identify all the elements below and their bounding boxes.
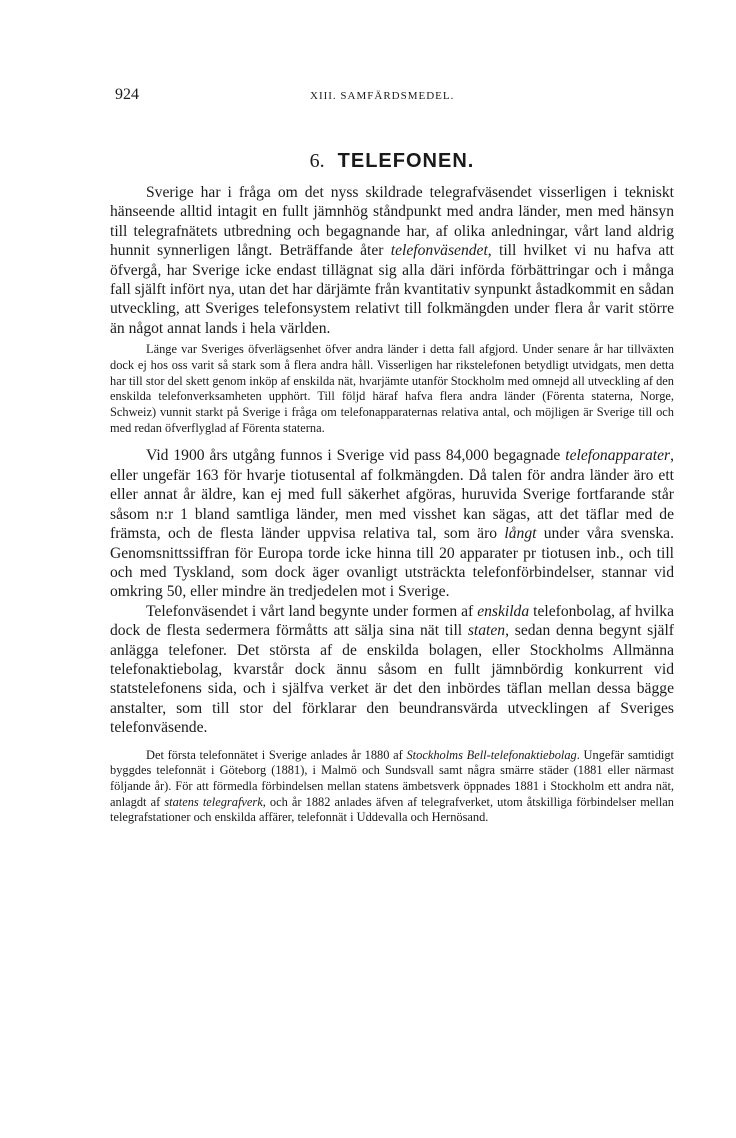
footnote-2-text-a: Det första telefonnätet i Sverige anlades år 1880 af — [146, 747, 407, 762]
paragraph-2-text-a: Vid 1900 års utgång funnos i Sverige vid pass 84,000 begagnade — [146, 447, 566, 465]
book-page — [110, 86, 674, 836]
section-title: TELEFONEN. — [337, 150, 475, 172]
section-heading — [110, 150, 674, 173]
paragraph-2-text-c: under våra svenska. Genomsnittssiffran för Europa torde icke hinna till 20 apparater pr tiotusen inb., och till och med Tyskland, som dock äger ovanligt utsträckta telefonförbindelser, stannar vid omkring 50, eller mindre än tredjedelen mot i Sverige. — [110, 525, 674, 601]
paragraph-3-emphasis-2: staten — [467, 622, 506, 640]
paragraph-3-emphasis-1: enskilda — [477, 602, 530, 620]
paragraph-3-text-c: , sedan denna begynt själf anlägga telefoner. Det största af de enskilda bolagen, eller Stockholms Allmänna telefonaktiebolag, kvarstår dock ännu såsom en fullt jämnbördig konkurrent vid statstelefonens sida, och i själfva verket är det den inbördes täflan mellan dessa bägge anstalter, som till stor del förklarar den beundransvärda utvecklingen af Sveriges telefonväsende. — [110, 622, 674, 737]
paragraph-2-emphasis-2: långt — [504, 525, 537, 543]
footnote-2-text-b: . Ungefär samtidigt byggdes telefonnät i Göteborg (1881), i Malmö och Sundsvall samt några smärre städer (1881 eller närmast följande år). För att förmedla förbindelsen mellan statens ämbetsverk öppnades 1881 i Stockholm ett andra nät, anlagdt af — [110, 747, 674, 809]
section-number: 6. — [309, 150, 325, 172]
footnote-paragraph-2 — [110, 748, 674, 827]
paragraph-2 — [110, 446, 674, 601]
paragraph-3-text-a: Telefonväsendet i vårt land begynte under formen af — [146, 602, 478, 620]
paragraph-3 — [110, 602, 674, 738]
running-title: XIII. SAMFÄRDSMEDEL. — [310, 90, 455, 102]
footnote-2-emphasis-2: statens telegrafverk — [164, 794, 263, 809]
paragraph-1-emphasis: telefonväsendet — [390, 242, 488, 260]
paragraph-2-emphasis-1: telefonapparater — [565, 447, 671, 465]
paragraph-1-text-b: , till hvilket vi nu hafva att öfvergå, har Sverige icke endast tillägnat sig alla däri införda förbättringar och i många fall själft infört nya, utan det har därjämte från kvantitativ synpunkt åstadkommit en sådan utveckling, att Sveriges telefonsystem relativt till folkmängden under flera år varit större än något annat lands i hela världen. — [110, 242, 674, 337]
footnote-paragraph-1: Länge var Sveriges öfverlägsenhet öfver andra länder i detta fall afgjord. Under senare år har tillväxten dock ej hos oss varit så stark som å flera andra håll. Visserligen har rikstelefonen betydligt utvidgats, men detta har till stor del skett genom inköp af enskilda nät, hvarjämte utanför Stockholm med omnejd all utveckling af den enskilda telefonverksamheten upphört. Till följd häraf hafva flera andra länder (Förenta staterna, Norge, Schweiz) vunnit starkt på Sverige i fråga om telefonapparaternas relativa antal, och möjligen är Sverige till och med redan öfverflyglad af Förenta staterna. — [110, 342, 674, 435]
paragraph-2-text-b: , eller ungefär 163 för hvarje tiotusental af folkmängden. Då talen för andra länder äro ett eller annat år äldre, kan ej med full säkerhet afgöras, huruvida Sverige fortfarande står såsom n:r 1 bland samtliga länder, men med visshet kan sägas, att det täflar med de främsta, och de flesta länder uppvisa relativa tal, som äro — [110, 447, 674, 543]
footnote-2-text-c: , och år 1882 anlades äfven af telegrafverket, utom åtskilliga förbindelser mellan telegrafstationer och enskilda affärer, telefonnät i Uddevalla och Hernösand. — [110, 794, 674, 825]
footnote-2-emphasis-1: Stockholms Bell-telefonaktiebolag — [406, 747, 577, 762]
paragraph-1-text-a: Sverige har i fråga om det nyss skildrade telegrafväsendet visserligen i tekniskt hänseende alltid intagit en fullt jämnhög ståndpunkt med andra länder, men med hänsyn till telegrafnätets utbredning och begagnande har, af olika anledningar, vårt land aldrig hunnit synnerligen långt. Beträffande åter — [110, 184, 674, 260]
running-head — [110, 86, 674, 110]
paragraph-3-text-b: telefonbolag, af hvilka dock de flesta sedermera förmåtts att sälja sina nät till — [110, 602, 675, 640]
page-number: 924 — [115, 86, 139, 103]
paragraph-1 — [110, 183, 674, 338]
